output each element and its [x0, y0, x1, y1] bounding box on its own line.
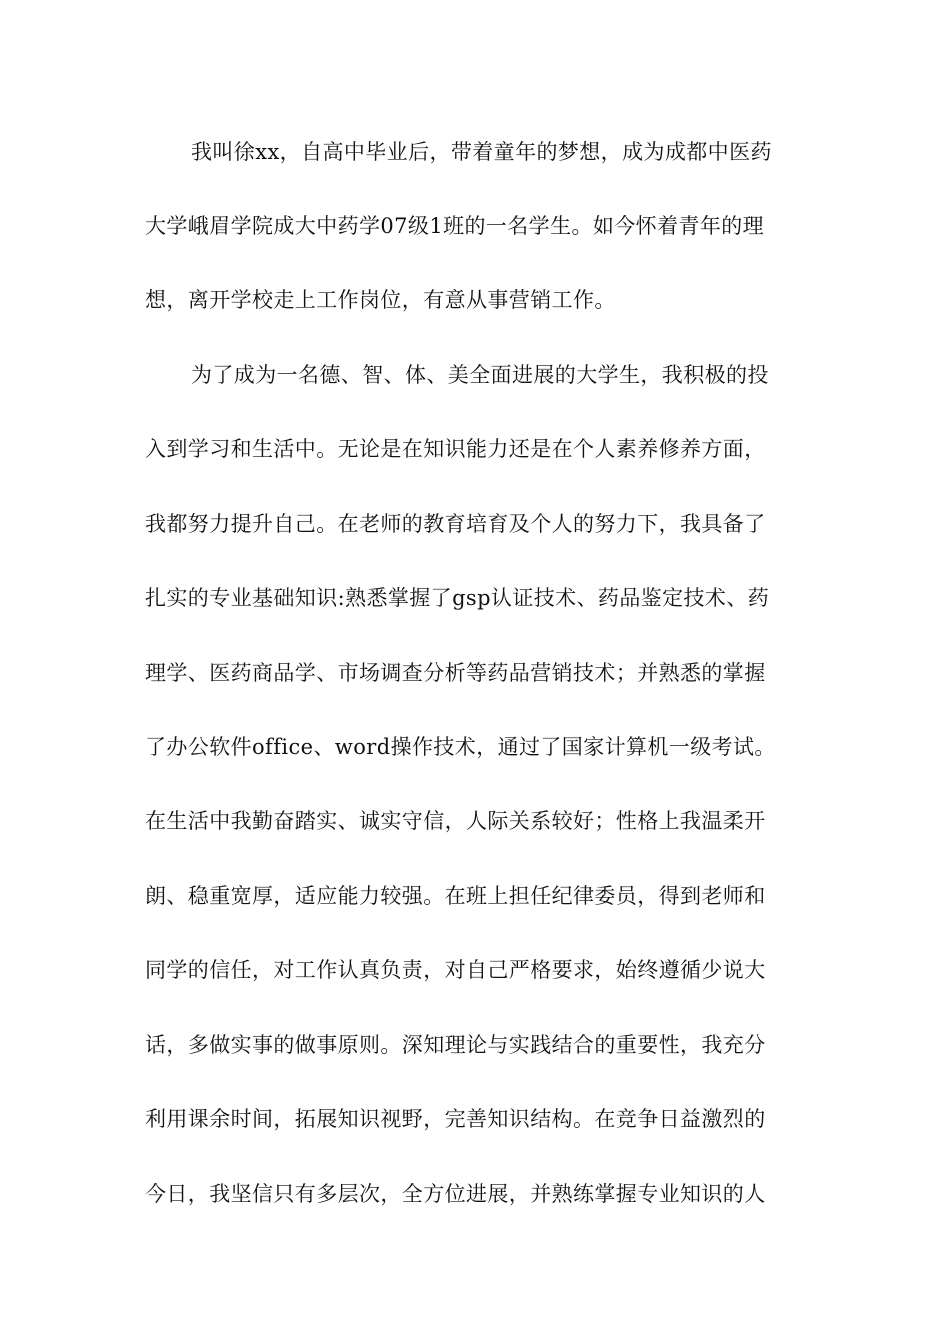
paragraph-2-line-11: 利用课余时间，拓展知识视野，完善知识结构。在竞争日益激烈的 — [145, 1107, 766, 1131]
paragraph-1-line-3: 想，离开学校走上工作岗位，有意从事营销工作。 — [145, 288, 616, 312]
paragraph-1-line-2: 大学峨眉学院成大中药学07级1班的一名学生。如今怀着青年的理 — [145, 214, 765, 238]
paragraph-2-line-1: 为了成为一名德、智、体、美全面进展的大学生，我积极的投 — [191, 363, 769, 387]
paragraph-2-line-9: 同学的信任，对工作认真负责，对自己严格要求，始终遵循少说大 — [145, 958, 766, 982]
paragraph-1-line-1: 我叫徐xx，自高中毕业后，带着童年的梦想，成为成都中医药 — [191, 140, 772, 164]
paragraph-2-line-10: 话，多做实事的做事原则。深知理论与实践结合的重要性，我充分 — [145, 1033, 766, 1057]
paragraph-2-line-12: 今日，我坚信只有多层次，全方位进展，并熟练掌握专业知识的人 — [145, 1182, 766, 1206]
paragraph-2-line-6: 了办公软件office、word操作技术，通过了国家计算机一级考试。 — [145, 735, 776, 759]
paragraph-2-line-8: 朗、稳重宽厚，适应能力较强。在班上担任纪律委员，得到老师和 — [145, 884, 766, 908]
paragraph-2-line-4: 扎实的专业基础知识:熟悉掌握了gsp认证技术、药品鉴定技术、药 — [145, 586, 770, 610]
paragraph-2-line-3: 我都努力提升自己。在老师的教育培育及个人的努力下，我具备了 — [145, 512, 766, 536]
paragraph-2-line-7: 在生活中我勤奋踏实、诚实守信，人际关系较好；性格上我温柔开 — [145, 809, 766, 833]
paragraph-2-line-5: 理学、医药商品学、市场调查分析等药品营销技术；并熟悉的掌握 — [145, 661, 766, 685]
paragraph-2-line-2: 入到学习和生活中。无论是在知识能力还是在个人素养修养方面， — [145, 437, 766, 461]
